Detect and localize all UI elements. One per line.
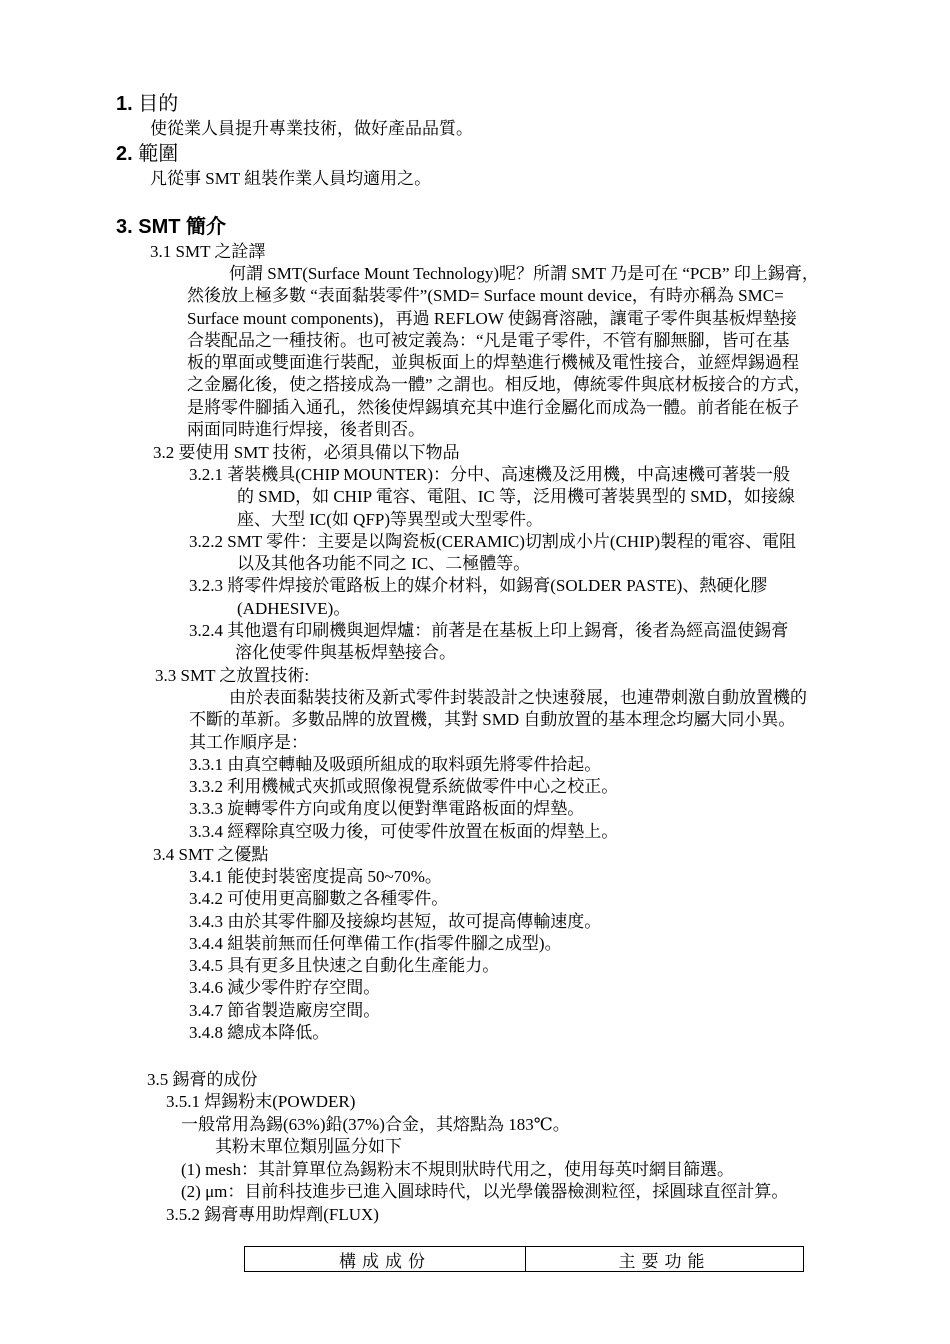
paragraph-line: 兩面同時進行焊接，後者則否。 <box>187 420 425 440</box>
paragraph-line: 不斷的革新。多數品牌的放置機，其對 SMD 自動放置的基本理念均屬大同小異。 <box>189 710 796 730</box>
powder-alloy-text: 一般常用為錫(63%)鉛(37%)合金，其熔點為 183℃。 <box>181 1115 570 1134</box>
subsection-3-4-heading: 3.4 SMT 之優點 <box>153 845 269 864</box>
list-item: 3.3.1 由真空轉軸及吸頭所組成的取料頭先將零件拾起。 <box>189 754 602 774</box>
section-3-title: SMT 簡介 <box>138 216 227 238</box>
paragraph-line: 之金屬化後，使之搭接成為一體” 之謂也。相反地，傳統零件與底材板接合的方式， <box>187 375 811 395</box>
subsection-3-4-list <box>189 866 601 1044</box>
subsection-3-1-paragraph <box>187 263 819 441</box>
powder-mesh-item: (1) mesh：其計算單位為錫粉末不規則狀時代用之，使用每英吋網目篩選。 <box>181 1160 734 1179</box>
list-item: 3.2.3 將零件焊接於電路板上的媒介材料，如錫膏(SOLDER PASTE)、熱硬化膠 <box>189 576 768 596</box>
list-item: 3.3.2 利用機械式夾抓或照像視覺系統做零件中心之校正。 <box>189 777 619 797</box>
subsection-3-5-heading: 3.5 錫膏的成份 <box>147 1070 258 1089</box>
section-2-heading <box>116 141 178 167</box>
list-item: 3.4.4 組裝前無而任何準備工作(指零件腳之成型)。 <box>189 933 562 953</box>
table-header-composition: 構成成份 <box>245 1247 526 1271</box>
subsection-3-3-paragraph <box>189 687 807 843</box>
paragraph-line: 何謂 SMT(Surface Mount Technology)呢？所謂 SMT 乃是可在 “PCB” 印上錫膏， <box>229 264 819 283</box>
list-item: 3.4.8 總成本降低。 <box>189 1023 330 1043</box>
subsection-3-2-list <box>189 464 796 665</box>
list-item: 3.4.5 具有更多且快速之自動化生產能力。 <box>189 956 500 976</box>
powder-class-text: 其粉末單位類別區分如下 <box>215 1137 402 1156</box>
paragraph-line: Surface mount components)，再過 REFLOW 使錫膏溶融，讓電子零件與基板焊墊接 <box>187 308 797 328</box>
list-item-continuation: 以及其他各功能不同之 IC、二極體等。 <box>237 554 531 574</box>
list-item-continuation: (ADHESIVE)。 <box>237 598 351 618</box>
list-item: 3.2.1 著裝機具(CHIP MOUNTER)：分中、高速機及泛用機，中高速機可著裝一般 <box>189 465 790 484</box>
subsection-3-5-1-heading: 3.5.1 焊錫粉末(POWDER) <box>166 1092 356 1111</box>
list-item: 3.4.6 減少零件貯存空間。 <box>189 978 381 998</box>
section-1-title: 目的 <box>138 93 179 115</box>
list-item-continuation: 的 SMD，如 CHIP 電容、電阻、IC 等，泛用機可著裝異型的 SMD，如接線 <box>237 487 796 507</box>
list-item: 3.4.3 由於其零件腳及接線均甚短，故可提高傳輸速度。 <box>189 911 602 931</box>
list-item: 3.2.4 其他還有印刷機與迴焊爐：前著是在基板上印上錫膏，後者為經高溫使錫膏 <box>189 621 789 641</box>
list-item-continuation: 溶化使零件與基板焊墊接合。 <box>235 643 456 663</box>
paragraph-line: 板的單面或雙面進行裝配，並與板面上的焊墊進行機械及電性接合，並經焊錫過程 <box>187 353 799 373</box>
flux-composition-table <box>244 1246 804 1272</box>
list-item: 3.3.4 經釋除真空吸力後，可使零件放置在板面的焊墊上。 <box>189 821 619 841</box>
subsection-3-1-heading: 3.1 SMT 之詮譯 <box>150 242 266 261</box>
section-1-heading <box>116 91 178 117</box>
section-1-body: 使從業人員提升專業技術，做好產品品質。 <box>150 119 473 138</box>
section-3-heading <box>116 214 226 240</box>
list-item-continuation: 座、大型 IC(如 QFP)等異型或大型零件。 <box>237 509 544 529</box>
table-header-function: 主要功能 <box>618 1251 711 1271</box>
paragraph-line: 然後放上極多數 “表面黏裝零件”(SMD= Surface mount device，有時亦稱為 SMC= <box>187 286 784 306</box>
section-2-title: 範圍 <box>138 143 179 165</box>
section-2-number: 2. <box>116 143 133 165</box>
section-3-number: 3. <box>116 216 133 238</box>
section-1-number: 1. <box>116 93 133 115</box>
paragraph-line: 由於表面黏裝技術及新式零件封裝設計之快速發展，也連帶刺激自動放置機的 <box>229 688 807 707</box>
paragraph-line: 是將零件腳插入通孔，然後使焊錫填充其中進行金屬化而成為一體。前者能在板子 <box>187 397 799 417</box>
paragraph-line: 其工作順序是： <box>189 732 308 752</box>
list-item: 3.4.7 節省製造廠房空間。 <box>189 1000 381 1020</box>
paragraph-line: 合裝配品之一種技術。也可被定義為：“凡是電子零件，不管有腳無腳，皆可在基 <box>187 330 790 350</box>
powder-micron-item: (2) μm：目前科技進步已進入圓球時代，以光學儀器檢測粒徑，採圓球直徑計算。 <box>181 1182 789 1201</box>
subsection-3-2-heading: 3.2 要使用 SMT 技術，必須具備以下物品 <box>153 443 460 462</box>
list-item: 3.3.3 旋轉零件方向或角度以便對準電路板面的焊墊。 <box>189 799 585 819</box>
subsection-3-3-heading: 3.3 SMT 之放置技術: <box>155 666 310 685</box>
list-item: 3.4.2 可使用更高腳數之各種零件。 <box>189 889 449 909</box>
section-2-body: 凡從事 SMT 組裝作業人員均適用之。 <box>150 169 432 188</box>
list-item: 3.4.1 能使封裝密度提高 50~70%。 <box>189 867 442 886</box>
subsection-3-5-2-heading: 3.5.2 錫膏專用助焊劑(FLUX) <box>166 1205 379 1224</box>
list-item: 3.2.2 SMT 零件：主要是以陶瓷板(CERAMIC)切割成小片(CHIP)製程的電容、電阻 <box>189 531 796 551</box>
